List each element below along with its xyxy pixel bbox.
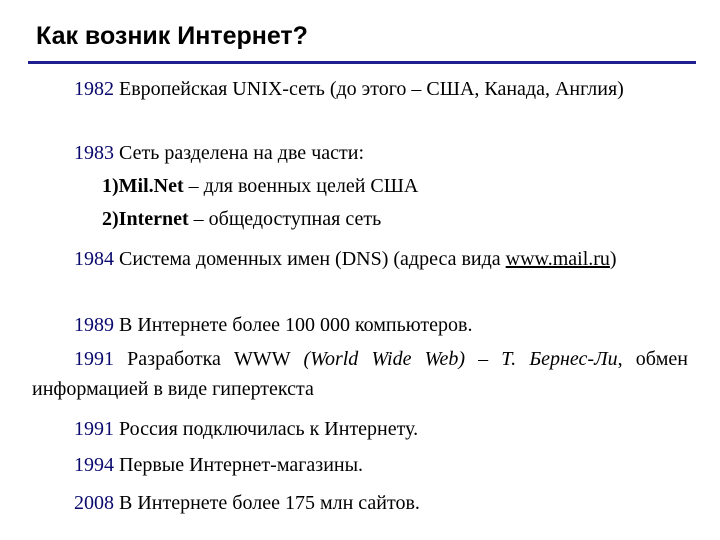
subitem-text: – общедоступная сеть — [188, 208, 382, 230]
item-1984 — [32, 244, 688, 274]
item-text: В Интернете более 100 000 компьютеров. — [119, 314, 473, 336]
item-1991-russia — [32, 414, 688, 444]
year-label: 1994 — [74, 454, 114, 476]
subitem-text: – для военных целей США — [183, 175, 419, 197]
item-text: В Интернете более 175 млн сайтов. — [119, 492, 420, 514]
subitem-label: 1)Mil.Net — [102, 175, 184, 197]
example-link[interactable]: www.mail.ru — [505, 248, 610, 270]
subitem-milnet — [32, 171, 418, 201]
item-1994 — [32, 450, 688, 480]
year-label: 1991 — [74, 348, 114, 370]
item-text-end: , обмен информацией в виде гипертекста — [32, 348, 689, 400]
year-label: 1983 — [74, 142, 114, 164]
item-text: Сеть разделена на две части: — [119, 142, 364, 164]
year-label: 1989 — [74, 314, 114, 336]
item-text: Россия подключилась к Интернету. — [119, 418, 419, 440]
year-label: 2008 — [74, 492, 114, 514]
item-1983 — [32, 138, 688, 168]
year-label: 1982 — [74, 78, 114, 100]
item-1991-www — [32, 344, 688, 404]
item-text-end: ) — [609, 248, 617, 270]
item-text: Первые Интернет-магазины. — [119, 454, 364, 476]
year-label: 1991 — [74, 418, 114, 440]
slide-title: Как возник Интернет? — [36, 22, 308, 50]
item-2008 — [32, 488, 688, 518]
item-italic: (World Wide Web) – Т. Бернес-Ли — [303, 348, 618, 370]
item-1989 — [32, 310, 688, 340]
item-text: Разработка WWW — [127, 348, 304, 370]
subitem-label: 2)Internet — [102, 208, 189, 230]
title-underline — [28, 61, 696, 64]
item-text: Европейская UNIX-сеть (до этого – США, Канада, Англия) — [119, 78, 624, 100]
year-label: 1984 — [74, 248, 114, 270]
item-1982 — [32, 74, 688, 104]
subitem-internet — [32, 204, 381, 234]
item-text: Система доменных имен (DNS) (адреса вида — [119, 248, 506, 270]
